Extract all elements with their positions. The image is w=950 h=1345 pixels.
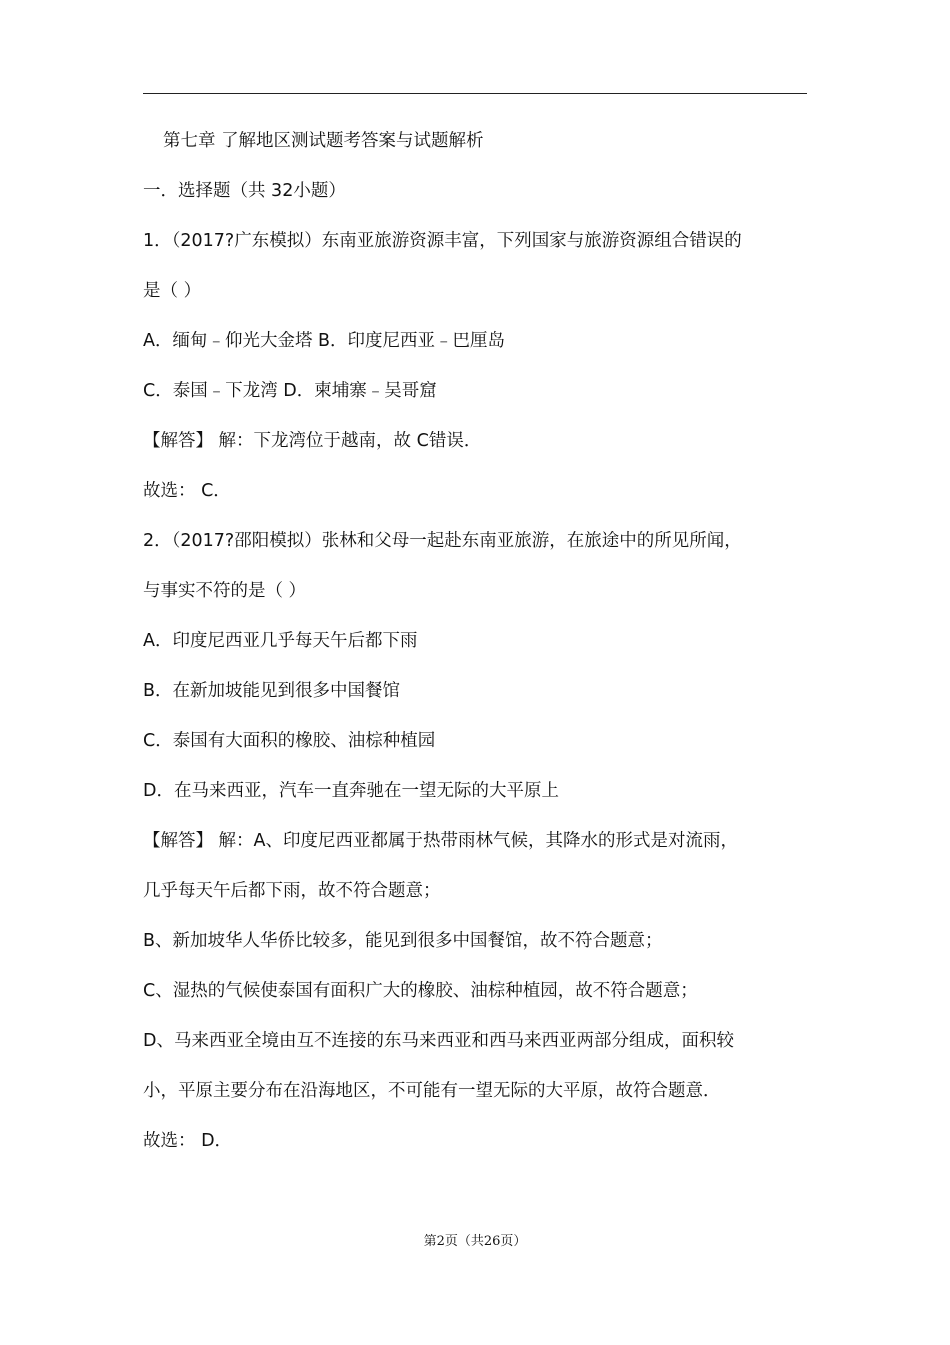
question-2-stem: 2．（2017?邵阳模拟）张林和父母一起赴东南亚旅游，在旅途中的所见所闻， xyxy=(143,531,742,551)
question-2-answer-d: D、马来西亚全境由互不连接的东马来西亚和西马来西亚两部分组成，面积较 xyxy=(143,1031,734,1051)
question-2-answer-b: B、新加坡华人华侨比较多，能见到很多中国餐馆，故不符合题意； xyxy=(143,931,663,951)
question-1-choice: 故选： C． xyxy=(143,481,231,501)
header-rule xyxy=(143,93,807,94)
question-1-stem-cont: 是（ ） xyxy=(143,281,202,301)
question-1-answer: 【解答】 解：下龙湾位于越南，故 C错误． xyxy=(143,431,482,451)
question-2-answer-d-cont: 小，平原主要分布在沿海地区，不可能有一望无际的大平原，故符合题意． xyxy=(143,1081,721,1101)
question-1-options-ab: A．缅甸﹣仰光大金塔 B．印度尼西亚﹣巴厘岛 xyxy=(143,331,506,351)
question-2-stem-cont: 与事实不符的是（ ） xyxy=(143,581,307,601)
question-2-option-a: A．印度尼西亚几乎每天午后都下雨 xyxy=(143,631,418,651)
question-2-option-d: D．在马来西亚，汽车一直奔驰在一望无际的大平原上 xyxy=(143,781,559,801)
question-1-stem: 1．（2017?广东模拟）东南亚旅游资源丰富，下列国家与旅游资源组合错误的 xyxy=(143,231,742,251)
question-2-option-b: B．在新加坡能见到很多中国餐馆 xyxy=(143,681,401,701)
question-1-options-cd: C．泰国﹣下龙湾 D．柬埔寨﹣吴哥窟 xyxy=(143,381,437,401)
page-title: 第七章 了解地区测试题考答案与试题解析 xyxy=(163,131,484,151)
page-footer: 第2页（共26页） xyxy=(423,1234,527,1249)
section-heading: 一．选择题（共 32小题） xyxy=(143,181,346,201)
question-2-choice: 故选： D． xyxy=(143,1131,233,1151)
question-2-answer: 【解答】 解：A、印度尼西亚都属于热带雨林气候，其降水的形式是对流雨， xyxy=(143,831,739,851)
question-2-answer-cont: 几乎每天午后都下雨，故不符合题意； xyxy=(143,881,441,901)
question-2-answer-c: C、湿热的气候使泰国有面积广大的橡胶、油棕种植园，故不符合题意； xyxy=(143,981,698,1001)
question-2-option-c: C．泰国有大面积的橡胶、油棕种植园 xyxy=(143,731,436,751)
